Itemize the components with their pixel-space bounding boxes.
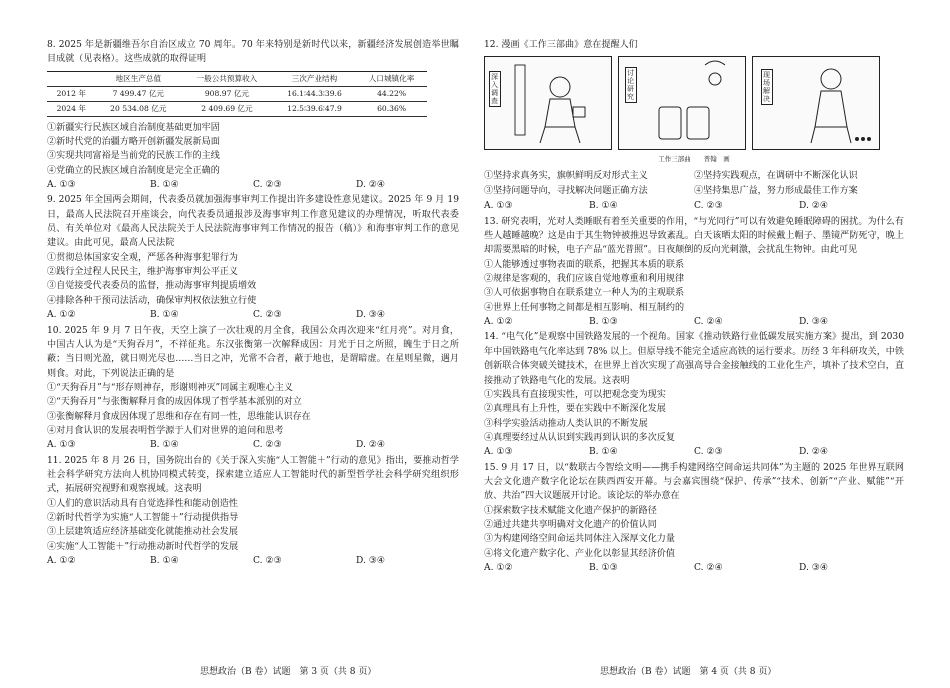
question-10-stem: 10. 2025 年 9 月 7 日午夜，天空上演了一次壮观的月全食，我国公众再次迎来“红月亮”。对月食，中国古人认为是“天狗吞月”，不祥征兆。东汉张衡第一次解释成因：月光于日之所照，魄生于日之所蔽；当日则光盈，就日则光尽也……当日之冲，光常不合者，蔽于地也，是谓暗虚。在星则星微，遇月则食。对此，下列说法正确的是 — [47, 325, 459, 379]
answer-choices — [484, 315, 904, 329]
option: ③为构建网络空间命运共同体注入深厚文化力量 — [484, 534, 675, 545]
option: ①新疆实行民族区域自治制度基础更加牢固 — [47, 122, 220, 133]
option: ①探索数字技术赋能文化遗产保护的新路径 — [484, 505, 657, 516]
option: ②“天狗吞月”与张衡解释月食的成因体现了哲学基本派别的对立 — [47, 397, 302, 408]
choice-c[interactable]: C. ②③ — [253, 180, 282, 191]
option-row — [484, 169, 904, 183]
table-row — [47, 86, 427, 101]
answer-choices — [484, 561, 904, 575]
panel-sign: 讨论研究 — [625, 67, 637, 103]
cartoon-caption: 工作三部曲 普翰 画 — [658, 155, 730, 164]
table-row — [47, 101, 427, 116]
answer-choices — [484, 445, 904, 459]
table-cell: 2012 年 — [47, 86, 96, 101]
choice-d[interactable]: D. ②④ — [799, 447, 829, 458]
choice-a[interactable]: A. ①② — [47, 310, 76, 321]
panel-sign: 深入调查 — [489, 71, 501, 107]
option: ④坚持集思广益，努力形成最佳工作方案 — [694, 186, 858, 197]
choice-c[interactable]: C. ②③ — [253, 440, 282, 451]
cartoon-panel-1 — [484, 56, 612, 150]
option: ②坚持实践观点，在调研中不断深化认识 — [694, 170, 858, 181]
option: ③自觉接受代表委员的监督，推动海事审判提质增效 — [47, 281, 257, 292]
option: ①人能够透过事物表面的联系，把握其本质的联系 — [484, 259, 685, 270]
choice-c[interactable]: C. ②④ — [694, 562, 723, 573]
choice-d[interactable]: D. ②④ — [356, 440, 386, 451]
option: ④世界上任何事物之间都是相互影响、相互制约的 — [484, 302, 685, 313]
table-cell: 908.97 亿元 — [181, 86, 273, 101]
choice-a[interactable]: A. ①③ — [484, 201, 513, 212]
answer-choices — [47, 178, 459, 192]
answer-choices — [484, 199, 904, 213]
table-cell: 44.22% — [356, 86, 427, 101]
option: ③坚持问题导向，寻找解决问题正确方法 — [484, 186, 648, 197]
option-row — [484, 184, 904, 198]
cartoon-panel-3 — [752, 56, 880, 150]
answer-choices — [47, 554, 459, 568]
table-header: 三次产业结构 — [273, 71, 356, 86]
choice-c[interactable]: C. ②③ — [253, 310, 282, 321]
option: ③张衡解释月食成因体现了思维和存在有同一性，思维能认识存在 — [47, 411, 311, 422]
option: ②规律是客观的，我们应该自觉地尊重和利用规律 — [484, 274, 685, 285]
option: ④将文化遗产数字化、产业化以彰显其经济价值 — [484, 548, 675, 559]
table-header: 地区生产总值 — [96, 71, 182, 86]
option: ①人们的意识活动具有自觉选择性和能动创造性 — [47, 498, 238, 509]
option: ②真理具有上升性，要在实践中不断深化发展 — [484, 404, 666, 415]
page-footer-right: 思想政治（B 卷）试题 第 4 页（共 8 页） — [600, 667, 777, 677]
option: ③人可依据事物自在联系建立一种人为的主观联系 — [484, 288, 685, 299]
choice-d[interactable]: D. ②④ — [356, 180, 386, 191]
question-8-stem: 8. 2025 年是新疆维吾尔自治区成立 70 周年。70 年来特别是新时代以来，新疆经济发展创造举世瞩目成就（见表格）。这些成就的取得证明 — [47, 40, 459, 65]
choice-b[interactable]: B. ①④ — [150, 310, 179, 321]
question-15 — [484, 461, 904, 576]
choice-d[interactable]: D. ②④ — [799, 201, 829, 212]
choice-d[interactable]: D. ③④ — [356, 556, 386, 566]
cartoon-panel-2 — [618, 56, 746, 150]
panel-sign: 现场解决 — [761, 69, 773, 105]
table-cell: 20 534.08 亿元 — [96, 101, 182, 116]
choice-a[interactable]: A. ①② — [484, 317, 513, 328]
option: ①“天狗吞月”与“形存则神存，形谢则神灭”同属主观唯心主义 — [47, 382, 293, 393]
question-11-stem: 11. 2025 年 8 月 26 日，国务院出台的《关于深入实施“人工智能＋”行动的意见》指出，要推动哲学社会科学研究方法向人机协同模式转变，探索建立适应人工智能时代的新型哲学社会科学研究组织形式，拓展研究视野和观察视域。这表明 — [47, 455, 459, 495]
option: ③上层建筑适应经济基础变化就能推动社会发展 — [47, 527, 238, 538]
question-12-stem: 12. 漫画《工作三部曲》意在提醒人们 — [484, 40, 638, 50]
question-12 — [484, 38, 904, 214]
choice-b[interactable]: B. ①④ — [589, 201, 618, 212]
option: ①贯彻总体国家安全观，严惩各种海事犯罪行为 — [47, 252, 238, 263]
choice-b[interactable]: B. ①③ — [589, 317, 618, 328]
option: ②践行全过程人民民主，维护海事审判公平正义 — [47, 267, 238, 278]
choice-d[interactable]: D. ③④ — [799, 317, 829, 328]
option: ④排除各种干预司法活动，确保审判权依法独立行使 — [47, 295, 257, 306]
question-14 — [484, 330, 904, 459]
choice-a[interactable]: A. ①② — [47, 556, 76, 566]
choice-b[interactable]: B. ①③ — [589, 562, 618, 573]
table-header: 人口城镇化率 — [356, 71, 427, 86]
question-11 — [47, 454, 459, 569]
question-9-stem: 9. 2025 年全国两会期间，代表委员就加强海事审判工作提出许多建设性意见建议。2025 年 9 月 19 日，最高人民法院召开座谈会，向代表委员通报涉及海事审判工作意见建议的办理情况，听取代表委员、有关单位对《最高人民法院关于人民法院海事审判工作情况的报告（稿）》和海事审判工作的意见建议。由此可见，最高人民法院 — [47, 195, 459, 249]
page-footer-left: 思想政治（B 卷）试题 第 3 页（共 8 页） — [200, 667, 377, 677]
table-cell: 2 409.69 亿元 — [181, 101, 273, 116]
table-cell: 60.36% — [356, 101, 427, 116]
option: ②新时代党的治疆方略开创新疆发展新局面 — [47, 137, 220, 148]
question-15-stem: 15. 9 月 17 日，以“数联古今智绘文明——携手构建网络空间命运共同体”为主题的 2025 年世界互联网大会文化遗产数字化论坛在陕西西安开幕。与会嘉宾围绕“保护、传承”“技术、创新”“产业、赋能”“开放、共治”四大议题展开讨论。该论坛的举办意在 — [484, 462, 904, 502]
table-cell: 2024 年 — [47, 101, 96, 116]
choice-c[interactable]: C. ②③ — [694, 447, 723, 458]
question-10 — [47, 324, 459, 453]
choice-a[interactable]: A. ①③ — [47, 180, 76, 191]
table-cell: 12.5∶39.6∶47.9 — [273, 101, 356, 116]
answer-choices — [47, 308, 459, 322]
choice-d[interactable]: D. ③④ — [356, 310, 386, 321]
choice-a[interactable]: A. ①③ — [47, 440, 76, 451]
choice-b[interactable]: B. ①④ — [150, 180, 179, 191]
cartoon-figure-icon — [485, 57, 611, 149]
option: ①坚持求真务实，旗帜鲜明反对形式主义 — [484, 170, 648, 181]
choice-c[interactable]: C. ②③ — [694, 201, 723, 212]
question-14-stem: 14. “电气化”是观察中国铁路发展的一个视角。国家《推动铁路行业低碳发展实施方案》提出，到 2030 年中国铁路电气化率达到 78% 以上。但原导线不能完全适应高铁的运行要求。历经 3 年科研攻关，中铁创新联合体突破关键技术，在世界上首次实现了高强高导合金接触线的工业化生产，填补了技术空白，直接推动了铁路电气化的发展。这表明 — [484, 332, 904, 386]
choice-b[interactable]: B. ①④ — [150, 440, 179, 451]
answer-choices — [47, 438, 459, 452]
option: ④实施“人工智能＋”行动推动新时代哲学的发展 — [47, 541, 239, 552]
left-column — [47, 38, 459, 569]
cartoon-strip — [484, 56, 904, 150]
option: ①实践具有直接现实性，可以把观念变为现实 — [484, 389, 666, 400]
table-header: 一般公共预算收入 — [181, 71, 273, 86]
option: ②新时代哲学为实施“人工智能＋”行动提供指导 — [47, 512, 239, 523]
option: ④对月食认识的发展表明哲学源于人们对世界的追问和思考 — [47, 425, 284, 436]
option: ④党确立的民族区域自治制度是完全正确的 — [47, 165, 220, 176]
q8-data-table — [47, 71, 427, 117]
cartoon-figure-icon — [619, 57, 745, 149]
option: ③科学实验活动推动人类认识的不断发展 — [484, 418, 648, 429]
choice-c[interactable]: C. ②③ — [253, 556, 282, 566]
question-13 — [484, 215, 904, 330]
choice-a[interactable]: A. ①③ — [484, 447, 513, 458]
table-header — [47, 71, 96, 86]
right-column — [484, 38, 904, 576]
choice-c[interactable]: C. ②④ — [694, 317, 723, 328]
choice-b[interactable]: B. ①④ — [589, 447, 618, 458]
choice-a[interactable]: A. ①② — [484, 562, 513, 573]
table-cell: 16.1∶44.3∶39.6 — [273, 86, 356, 101]
choice-d[interactable]: D. ③④ — [799, 562, 829, 573]
option: ③实现共同富裕是当前党的民族工作的主线 — [47, 151, 220, 162]
option: ④真理要经过从认识到实践再到认识的多次反复 — [484, 432, 675, 443]
table-cell: 7 499.47 亿元 — [96, 86, 182, 101]
choice-b[interactable]: B. ①④ — [150, 556, 179, 566]
table-header-row — [47, 71, 427, 86]
question-9 — [47, 193, 459, 322]
question-13-stem: 13. 研究表明，光对人类睡眠有着至关重要的作用，“与光同行”可以有效避免睡眠障碍的困扰。为什么有些人越睡越晚？这是由于其生物钟被推迟导致紊乱。白天该晒太阳的时候戴上帽子、墨镜严防死守，晚上却需要黑暗的时候，电子产品“蓝光普照”。日夜颠倒的反向光刺激，会扰乱生物钟。由此可见 — [484, 216, 904, 256]
option: ②通过共建共享明确对文化遗产的价值认同 — [484, 519, 657, 530]
question-8 — [47, 38, 459, 192]
